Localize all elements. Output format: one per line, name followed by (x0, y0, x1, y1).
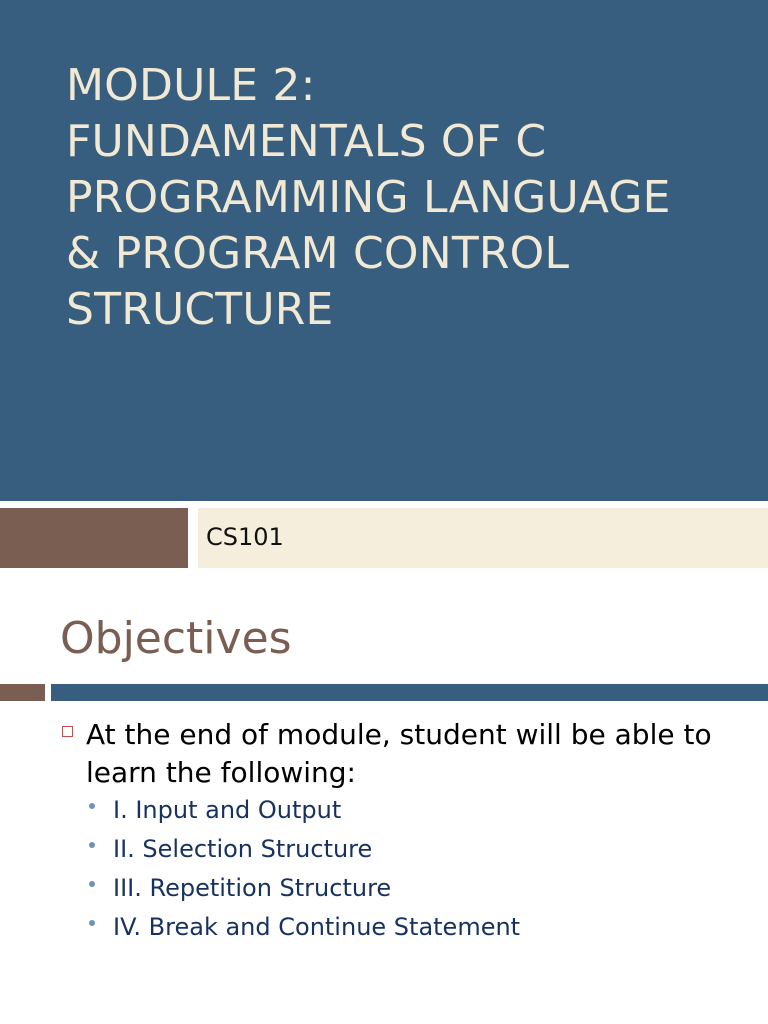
objectives-slide (0, 568, 768, 1024)
list-item (87, 872, 757, 911)
dot-bullet-icon (89, 881, 95, 887)
title-band (0, 0, 768, 501)
title-line: & PROGRAM CONTROL (66, 228, 570, 279)
list-item-label: III. Repetition Structure (113, 874, 392, 902)
square-bullet-icon (62, 726, 73, 737)
objectives-heading: Objectives (60, 613, 292, 664)
title-line: FUNDAMENTALS OF C (66, 116, 547, 167)
list-item (87, 833, 757, 872)
list-item-label: IV. Break and Continue Statement (113, 913, 521, 941)
list-item (87, 794, 757, 833)
heading-rule-accent (0, 684, 45, 701)
heading-rule-bar (51, 684, 768, 701)
objectives-list (87, 794, 757, 950)
title-line: MODULE 2: (66, 60, 316, 111)
dot-bullet-icon (89, 803, 95, 809)
title-line: PROGRAMMING LANGUAGE (66, 172, 671, 223)
list-item (87, 911, 757, 950)
course-code: CS101 (206, 523, 284, 551)
title-line: STRUCTURE (66, 284, 334, 335)
list-item-label: I. Input and Output (113, 796, 342, 824)
subtitle-bar (198, 508, 768, 568)
slide-title (66, 58, 756, 338)
dot-bullet-icon (89, 842, 95, 848)
accent-block (0, 508, 188, 568)
objective-text: At the end of module, student will be able to learn the following: (86, 718, 712, 789)
dot-bullet-icon (89, 920, 95, 926)
list-item-label: II. Selection Structure (113, 835, 373, 863)
